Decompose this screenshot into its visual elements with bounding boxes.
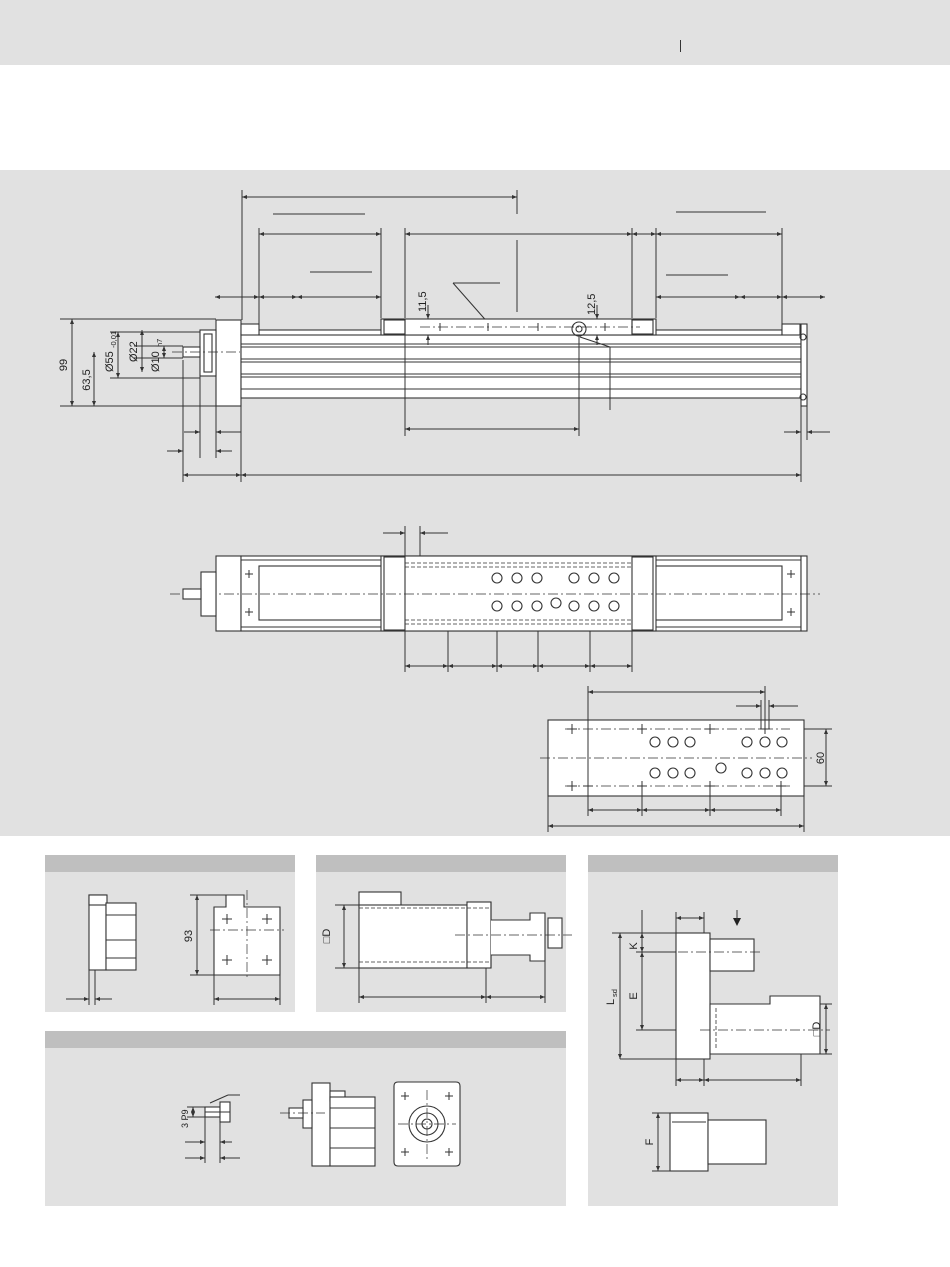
side-view — [58, 190, 830, 482]
dim-93: 93 — [183, 929, 195, 943]
carriage-plate-detail — [540, 686, 832, 832]
dim-d22: Ø22 — [128, 341, 140, 362]
dim-99: 99 — [58, 358, 70, 372]
dim-f: F — [644, 1138, 656, 1146]
dim-63-5: 63,5 — [81, 369, 93, 391]
dim-d55-tol: -0,01 — [109, 330, 118, 348]
dim-p9: 3 P9 — [180, 1109, 190, 1128]
panel3-drawing — [605, 910, 832, 1171]
top-view — [170, 526, 820, 672]
panel4-drawing — [180, 1082, 460, 1166]
dim-sq-d-right: □D — [811, 1021, 823, 1037]
dim-60: 60 — [815, 751, 827, 765]
dim-sq-d-mid: □D — [321, 928, 333, 944]
dim-d55: Ø55 — [104, 351, 116, 372]
dim-k: K — [628, 942, 640, 950]
dim-lsd: L — [605, 998, 617, 1005]
dim-12-5: 12,5 — [586, 293, 598, 315]
dim-d10: Ø10 — [150, 351, 162, 372]
panel1-drawing — [66, 890, 284, 1005]
dim-lsd-sub: sd — [610, 989, 619, 997]
panel2-drawing — [321, 892, 572, 1003]
dim-e: E — [628, 992, 640, 1000]
dim-d10-tol: h7 — [155, 338, 164, 347]
dim-11-5: 11,5 — [417, 291, 429, 312]
